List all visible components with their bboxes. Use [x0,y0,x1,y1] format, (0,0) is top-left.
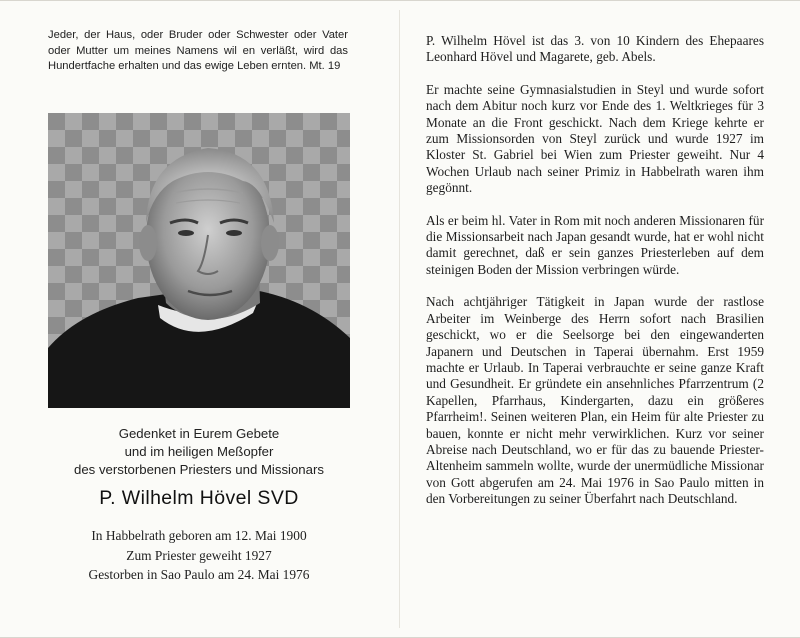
birth-line: In Habbelrath geboren am 12. Mai 1900 [91,528,307,543]
memorial-line-2: und im heiligen Meßopfer [124,444,274,459]
memorial-line-3: des verstorbenen Priesters und Missionars [74,462,324,477]
biography [426,33,764,524]
portrait-photo [48,113,350,408]
biography-paragraph-2: Er machte seine Gymnasialstudien in Steyl und wurde sofort nach dem Abitur noch kurz vor Ende des 1. Weltkrieges für 3 Monate an die Front geschickt. Nach dem Kriege kehrte er zum Missionsorden von Steyl zurück und wurde 1927 im Kloster St. Gabriel bei Wien zum Priester geweiht. Nur 4 Wochen Urlaub nach seiner Primiz in Habbelrath waren ihm gegönnt. [426,81,764,196]
card-edge-top [0,0,800,1]
bible-quote: Jeder, der Haus, oder Bruder oder Schwester oder Vater oder Mutter um meines Namens wil en verläßt, wird das Hundertfache erhalten und das ewige Leben ernten. Mt. 19 [48,29,348,72]
death-line: Gestorben in Sao Paulo am 24. Mai 1976 [88,567,310,582]
biography-paragraph-1: P. Wilhelm Hövel ist das 3. von 10 Kindern des Ehepaares Leonhard Hövel und Magarete, geb. Abels. [426,33,764,65]
quote-block [48,28,348,75]
portrait-image [48,113,350,408]
center-fold [399,10,400,628]
memorial-line-1: Gedenket in Eurem Gebete [118,426,280,441]
ordination-line: Zum Priester geweiht 1927 [126,547,272,563]
biography-paragraph-4: Nach achtjähriger Tätigkeit in Japan wurde der rastlose Arbeiter im Weinberge des Herrn sofort nach Brasilien geschickt, wo er die Seelsorge bei den eingewanderten Japanern und Deutschen in Taperai übernahm. Erst 1959 machte er Urlaub. In Taperai verbrauchte er seine ganze Kraft und Gesundheit. Er gründete ein ansehnliches Pfarrzentrum (2 Kapellen, Pfarrhaus, Kindergarten, dazu ein größeres Pfarrheim!. Seinen weiteren Plan, ein Heim für alte Priester zu bauen, konnte er nicht mehr verwirklichen. Kurz vor seiner Abreise nach Deutschland, wo er für das zu bauende Priester-Altenheim sammeln wollte, wurde der unermüdliche Missionar von Gott abgerufen am 24. Mai 1976 in Sao Paulo mitten in den Vorbereitungen zu seiner Überfahrt nach Deutschland. [426,294,764,507]
life-dates [48,526,350,585]
memorial-text [48,425,350,479]
biography-paragraph-3: Als er beim hl. Vater in Rom mit noch anderen Missionaren für die Missionsarbeit nach Japan gesandt wurde, hat er wohl nicht damit gerechnet, daß er sein ganzes Priesterleben auf dem steinigen Boden der Mission verbringen würde. [426,212,764,277]
deceased-name: P. Wilhelm Hövel SVD [99,487,299,509]
